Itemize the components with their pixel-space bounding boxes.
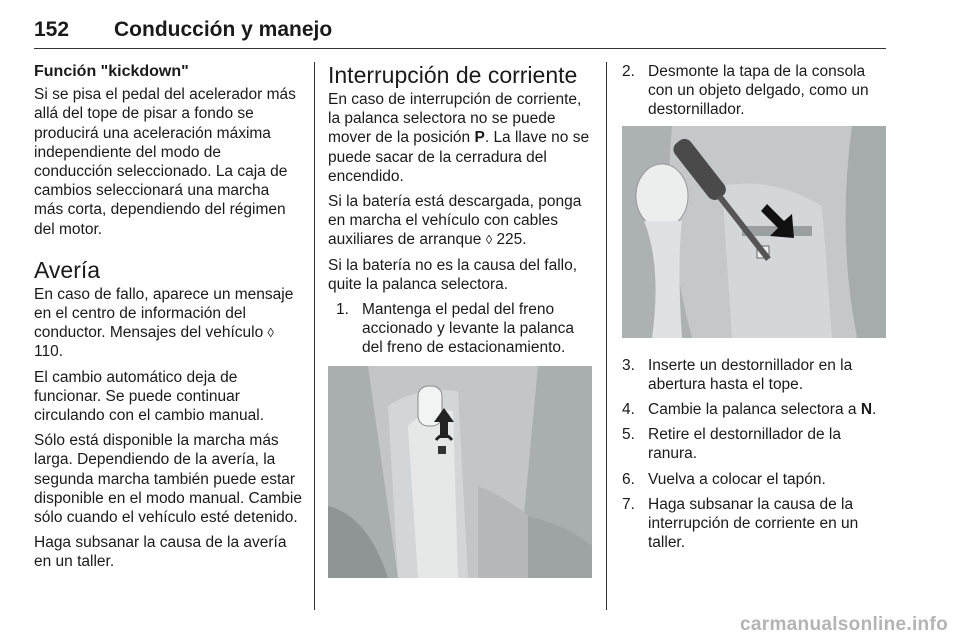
column-right [622,62,890,558]
page-ref-110[interactable]: 110. [34,343,64,361]
kickdown-text: Si se pisa el pedal del acelerador más allá del tope de pisar a fondo se producirá una aceleración máxima independiente del modo de conducción seleccionado. La caja de cambios seleccionará una marcha más corta, dependiendo del régimen del motor. [34,86,296,238]
power-interruption-heading: Interrupción de corriente [328,62,578,88]
averia-paragraph-3: Sólo está disponible la marcha más larga. Dependiendo de la avería, la segunda marcha también puede estar disponible en el modo manual. Cambie sólo cuando el vehículo esté detenido. [34,432,302,527]
parking-brake-illustration [328,366,592,578]
power-paragraph-3: Si la batería no es la causa del fallo, quite la palanca selectora. [328,256,578,293]
column-divider-2 [606,62,607,610]
column-middle [328,62,596,584]
averia-paragraph-4: Haga subsanar la causa de la avería en un taller. [34,534,287,571]
position-p: P [474,129,485,147]
steps-list-start [328,300,596,358]
running-title: Conducción y manejo [114,18,333,41]
screwdriver-console-illustration [622,126,886,338]
steps-list-continued [622,62,890,120]
power-paragraph-2: Si la batería está descargada, ponga en marcha el vehículo con cables auxiliares de arranque ◊ 225. [328,193,582,249]
page-ref-icon: ◊ [267,325,274,341]
watermark: carmanualsonline.info [740,614,948,635]
averia-heading: Avería [34,256,101,283]
kickdown-heading: Función "kickdown" [34,63,189,80]
step-7: 7. Haga subsanar la causa de la interrupción de corriente en un taller. [622,495,859,552]
page-ref-icon: ◊ [485,232,493,248]
column-divider-1 [314,62,315,610]
column-left [34,62,302,578]
page-header [34,18,886,48]
header-rule [34,48,886,49]
averia-paragraph-1: En caso de fallo, aparece un mensaje en el centro de información del conductor. Mensajes del vehículo ◊ 110. [34,285,294,361]
step-5: 5. Retire el destornillador de la ranura. [622,426,841,463]
steps-list-final [622,356,890,553]
page-ref-225[interactable]: 225. [496,231,527,249]
position-n: N [860,401,873,419]
page-number: 152 [34,18,70,41]
step-2: 2. Desmonte la tapa de la consola con un objeto delgado, como un destornillador. [622,63,869,119]
step-6: 6. Vuelva a colocar el tapón. [622,470,826,488]
step-1: 1. Mantenga el pedal del freno accionado y levante la palanca del freno de estacionamiento. [336,301,574,357]
averia-paragraph-2: El cambio automático deja de funcionar. Se puede continuar circulando con el cambio manual. [34,368,265,425]
step-4: 4. Cambie la palanca selectora a N. [622,401,877,419]
step-3: 3. Inserte un destornillador en la abertura hasta el tope. [622,356,853,393]
power-paragraph-1: En caso de interrupción de corriente, la palanca selectora no se puede mover de la posición P. La llave no se puede sacar de la cerradura del encendido. [328,91,590,185]
